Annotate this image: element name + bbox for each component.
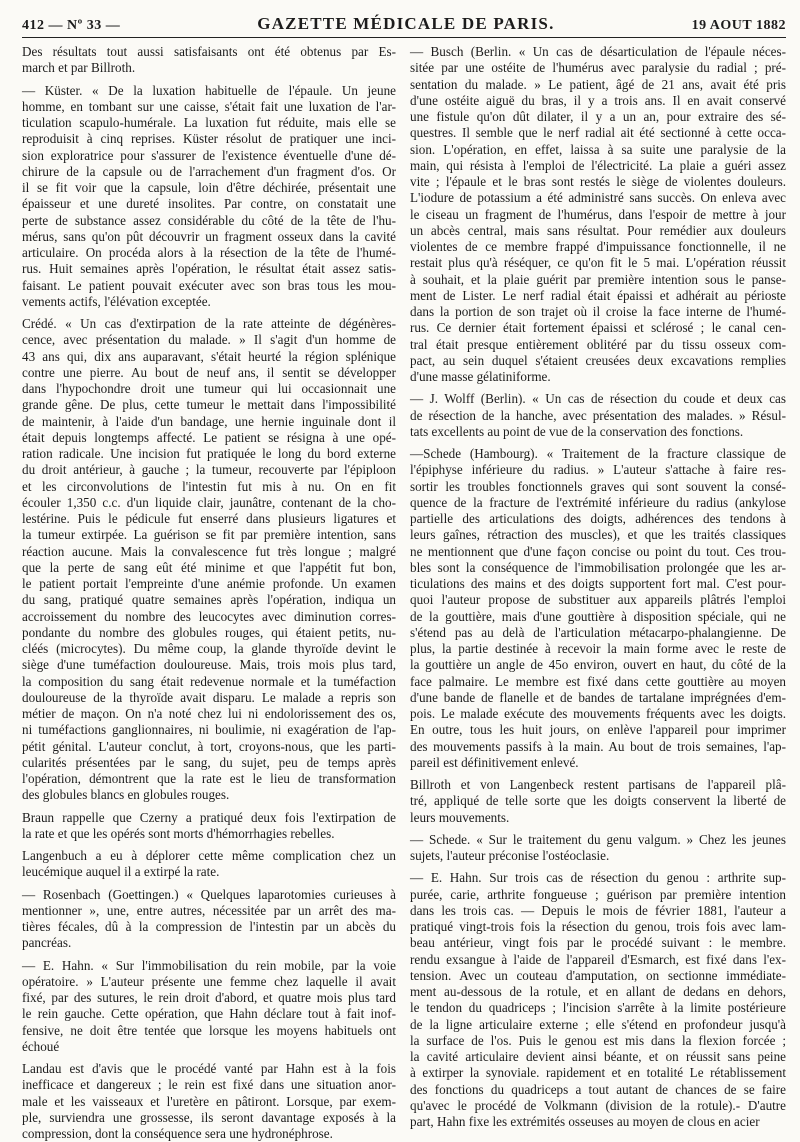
- article-paragraph: [410, 44, 786, 385]
- article-paragraph: [22, 1061, 396, 1142]
- text-line: plus, la partie destinée à recevoir la main forme avec le reste de: [410, 641, 786, 656]
- text-line: et les circonvolutions de l'intestin fut mis à nu. On en fit: [22, 478, 396, 494]
- journal-title: GAZETTE MÉDICALE DE PARIS.: [257, 14, 555, 33]
- article-paragraph: [22, 848, 396, 881]
- text-line: la tumeur extirpée. La guérison se fit par première intention, sans: [22, 527, 396, 543]
- text-line: — Busch (Berlin. « Un cas de désarticulation de l'épaule néces-: [410, 44, 786, 59]
- text-line: sion exploratrice pour s'assurer de l'existence éventuelle d'une dé-: [22, 147, 396, 163]
- article-paragraph: [410, 777, 786, 826]
- text-line: bles sont la conséquence de l'immobilisation prolongée que les ar-: [410, 559, 786, 575]
- text-line: cléés (microcytes). Du même coup, la glande thyroïde devint le: [22, 641, 396, 656]
- text-line: sentation du malade. » Le patient, âgé de 21 ans, avait été pris: [410, 76, 786, 92]
- text-line: vements actifs, l'élévation exceptée.: [22, 293, 211, 309]
- text-line: Landau est d'avis que le procédé vanté par Hahn est à la fois: [22, 1061, 396, 1076]
- article-paragraph: [22, 958, 396, 1056]
- text-line: le rein gauche. Cette opération, que Hahn déclare tout à fait inof-: [22, 1006, 396, 1022]
- text-columns: [22, 44, 786, 1142]
- text-line: face palmaire. Le membre est fixé dans cette gouttière au moyen: [410, 673, 786, 689]
- text-line: la surface de l'os. Puis le genou est mis dans la flexion forcée ;: [410, 1032, 786, 1048]
- text-line: que la perte de sang eût été minime et que l'appétit fut bon,: [22, 559, 396, 575]
- text-line: une fistule qu'on dût dilater, il y a un an, pour extraire des sé-: [410, 109, 786, 124]
- article-paragraph: [410, 391, 786, 440]
- text-line: pois. Le malade exécute des mouvements fréquents avec les doigts.: [410, 706, 786, 721]
- text-line: réaction aucune. Mais la convalescence fut très longue ; malgré: [22, 543, 396, 559]
- text-line: l'opération, démontrent que la rate est le lieu de transformation: [22, 771, 396, 786]
- text-line: L'iodure de potassium a été administré sans succès. On enleva avec: [410, 190, 786, 206]
- text-line: — E. Hahn. « Sur l'immobilisation du rein mobile, par la voie: [22, 957, 396, 973]
- text-line: siège d'une tuméfaction douloureuse. Mais, trois mois plus tard,: [22, 657, 396, 673]
- text-line: —Schede (Hambourg). « Traitement de la fracture classique de: [410, 446, 786, 461]
- text-line: à souhait, et la plaie guérit par première intention sous le panse-: [410, 271, 786, 287]
- text-line: du droit antérieur, à gauche ; la tumeur, recouverte par l'épiploon: [22, 462, 396, 478]
- text-line: des fonctions du quadriceps a tout autant de chances de se faire: [410, 1081, 786, 1097]
- text-line: fensive, ne doit être tentée que lorsque les moyens habituels ont: [22, 1022, 396, 1038]
- text-line: En outre, tous les huit jours, on enlève l'appareil pour imprimer: [410, 722, 786, 738]
- text-line: leucémique auquel il a extirpé la rate.: [22, 864, 220, 880]
- text-line: ment de Lister. Le nerf radial était épaissi et adhérait au périoste: [410, 287, 786, 303]
- text-line: leurs mouvements.: [410, 809, 510, 825]
- text-line: pétit génital. L'auteur conclut, à tort, croyons-nous, que les parti-: [22, 738, 396, 754]
- text-line: ticulation scapulo-humérale. La luxation fut réduite, mais elle se: [22, 115, 396, 130]
- text-line: reproduisit à cinq reprises. Küster résolut de pratiquer une inci-: [22, 131, 396, 147]
- text-line: douloureuse de la thyroïde avait disparu. Le malade a repris son: [22, 689, 396, 705]
- text-line: tré, appliqué de telle sorte que les doigts conservent la liberté de: [410, 793, 786, 809]
- text-line: sujets, l'auteur préconise l'ostéoclasie.: [410, 848, 610, 863]
- text-line: 43 ans qui, dix ans auparavant, s'était heurté la région splénique: [22, 348, 396, 364]
- text-line: ne mentionnent que d'une façon concise ou point du tout. Ces trou-: [410, 543, 786, 559]
- text-line: ment au-dessous de la rotule, et en allant de dedans en dehors,: [410, 984, 786, 999]
- text-line: rendu exsangue à l'aide de l'appareil d'Esmarch, est fixé dans l'ex-: [410, 951, 786, 967]
- text-line: fixé, par des sutures, le rein droit d'abord, et quatre mois plus tard: [22, 990, 396, 1005]
- text-line: rus. Huit semaines après l'opération, le résultat était assez satis-: [22, 261, 396, 277]
- text-line: ticulations des mains et des doigts supportent fort mal. C'est pour-: [410, 576, 786, 591]
- text-line: dans les trois cas. — Depuis le mois de février 1881, l'auteur a: [410, 902, 786, 918]
- text-line: sitée par une ostéite de l'humérus avec paralysie du radial ; pré-: [410, 60, 786, 76]
- text-line: des mouvements passifs à la main. Au bout de trois semaines, l'ap-: [410, 738, 786, 754]
- article-paragraph: [410, 832, 786, 865]
- text-line: pratiqué vingt-trois fois la résection du genou, trois fois avec lam-: [410, 919, 786, 934]
- text-line: dans la portion de son trajet où il croise la face interne de l'humé-: [410, 304, 786, 319]
- text-line: rus. Ce dernier était fortement épaissi et sclérosé ; le canal cen-: [410, 320, 786, 336]
- text-line: à extirper la synoviale. rapidement et en totalité Le rétablissement: [410, 1065, 786, 1081]
- page-header: [22, 8, 786, 38]
- text-line: pondante du nombre des globules rouges, qui étaient petits, nu-: [22, 624, 396, 640]
- text-line: Des résultats tout aussi satisfaisants ont été obtenus par Es-: [22, 44, 396, 59]
- text-line: part, Hahn fixe les extrémités osseuses au moyen de clous en acier: [410, 1114, 760, 1129]
- text-line: mérus, sans qu'on pût découvrir un fragment osseux dans la cavité: [22, 228, 396, 244]
- text-line: d'une bande de flanelle et de bandes de tartalane imprégnées d'em-: [410, 689, 786, 705]
- text-line: tral était presque entièrement oblitéré par du tissu osseux com-: [410, 336, 786, 352]
- text-line: beau antérieur, vingt fois par le procédé suivant : le membre.: [410, 935, 786, 951]
- text-line: de la ligne articulaire externe ; elle s'étend en profondeur jusqu'à: [410, 1016, 786, 1032]
- issue-date: 19 AOUT 1882: [691, 18, 786, 33]
- text-line: l'épiphyse inférieure du radius. » L'auteur s'attache à faire res-: [410, 462, 786, 478]
- text-line: échoué: [22, 1038, 60, 1054]
- text-line: des globules blancs en globules rouges.: [22, 787, 230, 803]
- text-line: — E. Hahn. Sur trois cas de résection du genou : arthrite sup-: [410, 870, 786, 886]
- page-number: 412 — Nº 33 —: [22, 18, 121, 33]
- text-line: s'étend pas au delà de l'articulation métacarpo-phalangienne. De: [410, 624, 786, 640]
- text-line: la cavité articulaire devient ainsi béante, et on réussit sans peine: [410, 1049, 786, 1064]
- text-line: — J. Wolff (Berlin). « Un cas de résection du coude et deux cas: [410, 391, 786, 407]
- text-line: cence, avec présentation du malade. » Il s'agit d'un homme de: [22, 332, 396, 348]
- article-paragraph: [22, 44, 396, 77]
- text-line: tension. Avec un couteau d'amputation, on sectionne immédiate-: [410, 967, 786, 983]
- text-line: vite ; l'épaule et le bras sont restés le siège de violentes douleurs.: [410, 174, 786, 189]
- text-line: quoi l'auteur propose de substituer aux appareils plâtrés l'emploi: [410, 592, 786, 608]
- text-line: la gouttière un angle de 45o environ, ouvert en haut, du côté de la: [410, 657, 786, 673]
- text-line: questres. Il semble que le nerf radial ait été sectionné à cette occa-: [410, 125, 786, 141]
- text-line: leurs gaînes, rétraction des muscles), et que les traités classiques: [410, 527, 786, 543]
- text-line: Langenbuch a eu à déplorer cette même complication chez un: [22, 848, 396, 863]
- text-line: contre une pierre. Au bout de neuf ans, il sentit se développer: [22, 364, 396, 380]
- text-line: — Küster. « De la luxation habituelle de l'épaule. Un jeune: [22, 82, 396, 98]
- text-line: main, qui résista à l'emploi de l'électricité. La plaie a guéri assez: [410, 157, 786, 173]
- text-line: grande gêne. De plus, cette tumeur le mettait dans l'impossibilité: [22, 397, 396, 413]
- text-line: lestérine. Puis le pédicule fut enserré dans plusieurs ligatures et: [22, 511, 396, 526]
- text-line: homme, en tombant sur une caisse, s'était fait une luxation de l'ar-: [22, 98, 396, 114]
- text-line: pareil est définitivement enlevé.: [410, 754, 579, 770]
- text-line: restait plus qu'à réséquer, ce qu'on fit le 5 mai. L'opération réussit: [410, 255, 786, 271]
- text-line: opératoire. » L'auteur présente une femme chez laquelle il avait: [22, 973, 396, 989]
- text-line: compression, dont la conséquence sera une hydronéphrose.: [22, 1126, 333, 1141]
- text-line: Billroth et von Langenbeck restent partisans de l'appareil plâ-: [410, 777, 786, 792]
- text-line: cularités présentées par le sang, du sujet, peu de temps après: [22, 754, 396, 770]
- text-line: march et par Billroth.: [22, 60, 136, 76]
- text-line: ni tuméfactions ganglionnaires, ni boulimie, ni exagération de l'ap-: [22, 722, 396, 738]
- article-paragraph: [22, 83, 396, 311]
- text-line: du sang, pratiqué quatre semaines après l'opération, indiqua un: [22, 592, 396, 608]
- text-line: faisant. Le patient pouvait exécuter avec son bras tous les mou-: [22, 277, 396, 293]
- text-line: métier de maçon. On n'a noté chez lui ni endolorissement des os,: [22, 706, 396, 721]
- text-line: la rate et que les opérés sont morts d'hémorrhagies rebelles.: [22, 825, 335, 841]
- text-line: de maintenir, à l'aide d'un bandage, une hernie inguinale dont il: [22, 413, 396, 429]
- text-line: Braun rappelle que Czerny a pratiqué deux fois l'extirpation de: [22, 809, 396, 825]
- text-line: d'une ostéite aiguë du bras, il y a trois ans. Il en avait conservé: [410, 92, 786, 108]
- text-line: tières fécales, dû à la compression de l'intestin par un abcès du: [22, 919, 396, 934]
- text-line: le patient portait l'empreinte d'une anémie profonde. Un examen: [22, 576, 396, 591]
- text-line: tats excellents au point de vue de la conservation des fonctions.: [410, 423, 744, 439]
- text-line: inefficace et dangereux ; le rein est fixé dans une situation anor-: [22, 1077, 396, 1093]
- right-column: [410, 44, 786, 1142]
- text-line: le tendon du quadriceps ; l'incision s'arrête à la limite postérieure: [410, 1000, 786, 1016]
- text-line: accroissement du nombre des leucocytes avec diminution corres-: [22, 608, 396, 624]
- text-line: sortir les troubles fonctionnels graves qui sont souvent la consé-: [410, 478, 786, 494]
- text-line: ration radicale. Une incision fut pratiquée le long du bord externe: [22, 446, 396, 461]
- text-line: dans l'hypochondre droit une tumeur qui lui occasionnait une: [22, 381, 396, 396]
- text-line: sion. L'opération, en effet, laissa à sa suite une paralysie de la: [410, 141, 786, 157]
- text-line: ple, surviendra une grossesse, ils seront davantage exposés à la: [22, 1109, 396, 1125]
- article-paragraph: [22, 887, 396, 952]
- text-line: la composition du sang était redevenue normale et la tuméfaction: [22, 673, 396, 689]
- text-line: un abcès central, mais sans résultat. Pour remédier aux douleurs: [410, 222, 786, 238]
- text-line: pancréas.: [22, 935, 72, 951]
- text-line: articulaire. On procéda alors à la résection de la tête de l'humé-: [22, 245, 396, 260]
- text-line: qu'avec le procédé de Volkmann (division de la rotule).- D'autre: [410, 1097, 786, 1113]
- text-line: de résection de la hanche, avec présentation des malades. » Résul-: [410, 407, 786, 423]
- text-line: purée, carie, arthrite fongueuse ; guérison par première intention: [410, 886, 786, 902]
- text-line: quence de la fracture de l'extrémité inférieure du radius (ankylose: [410, 494, 786, 510]
- text-line: Crédé. « Un cas d'extirpation de la rate atteinte de dégénères-: [22, 316, 396, 331]
- text-line: le ciseau un fragment de l'humérus, dans l'espoir de mettre à jour: [410, 206, 786, 222]
- text-line: perte de substance assez considérable du côté de la tête de l'hu-: [22, 212, 396, 228]
- text-line: — Rosenbach (Goettingen.) « Quelques laparotomies curieuses à: [22, 886, 396, 902]
- text-line: épaisseur et une dureté insolites. Par contre, on constatait une: [22, 196, 396, 212]
- text-line: était depuis longtemps affecté. Le patient se résigna à une opé-: [22, 429, 396, 445]
- left-column: [22, 44, 396, 1142]
- text-line: il se fit voir que la capsule, loin d'être déchirée, présentait une: [22, 180, 396, 195]
- article-paragraph: [410, 870, 786, 1130]
- text-line: violentes de ce membre frappé d'impuissance fonctionnelle, il ne: [410, 239, 786, 254]
- text-line: écouler 1,350 c.c. d'un liquide clair, jaunâtre, contenant de la cho-: [22, 494, 396, 510]
- text-line: — Schede. « Sur le traitement du genu valgum. » Chez les jeunes: [410, 831, 786, 847]
- text-line: de la gouttière, mais d'une gouttière à disposition spéciale, qui ne: [410, 608, 786, 624]
- text-line: d'une masse gélatiniforme.: [410, 369, 551, 384]
- text-line: pact, au sein duquel s'étaient creusées deux excavations remplies: [410, 352, 786, 368]
- article-paragraph: [22, 316, 396, 804]
- text-line: chirure de la capsule ou de l'arrachement d'un fragment d'os. Or: [22, 163, 396, 179]
- text-line: partielle des articulations des doigts, adhérences des tendons à: [410, 511, 786, 526]
- text-line: male et les vaisseaux et l'uretère en pâtiront. Lorsque, par exem-: [22, 1093, 396, 1109]
- article-paragraph: [22, 810, 396, 843]
- text-line: mentionner », une, entre autres, nécessitée par un arrêt des ma-: [22, 902, 396, 918]
- article-paragraph: [410, 446, 786, 771]
